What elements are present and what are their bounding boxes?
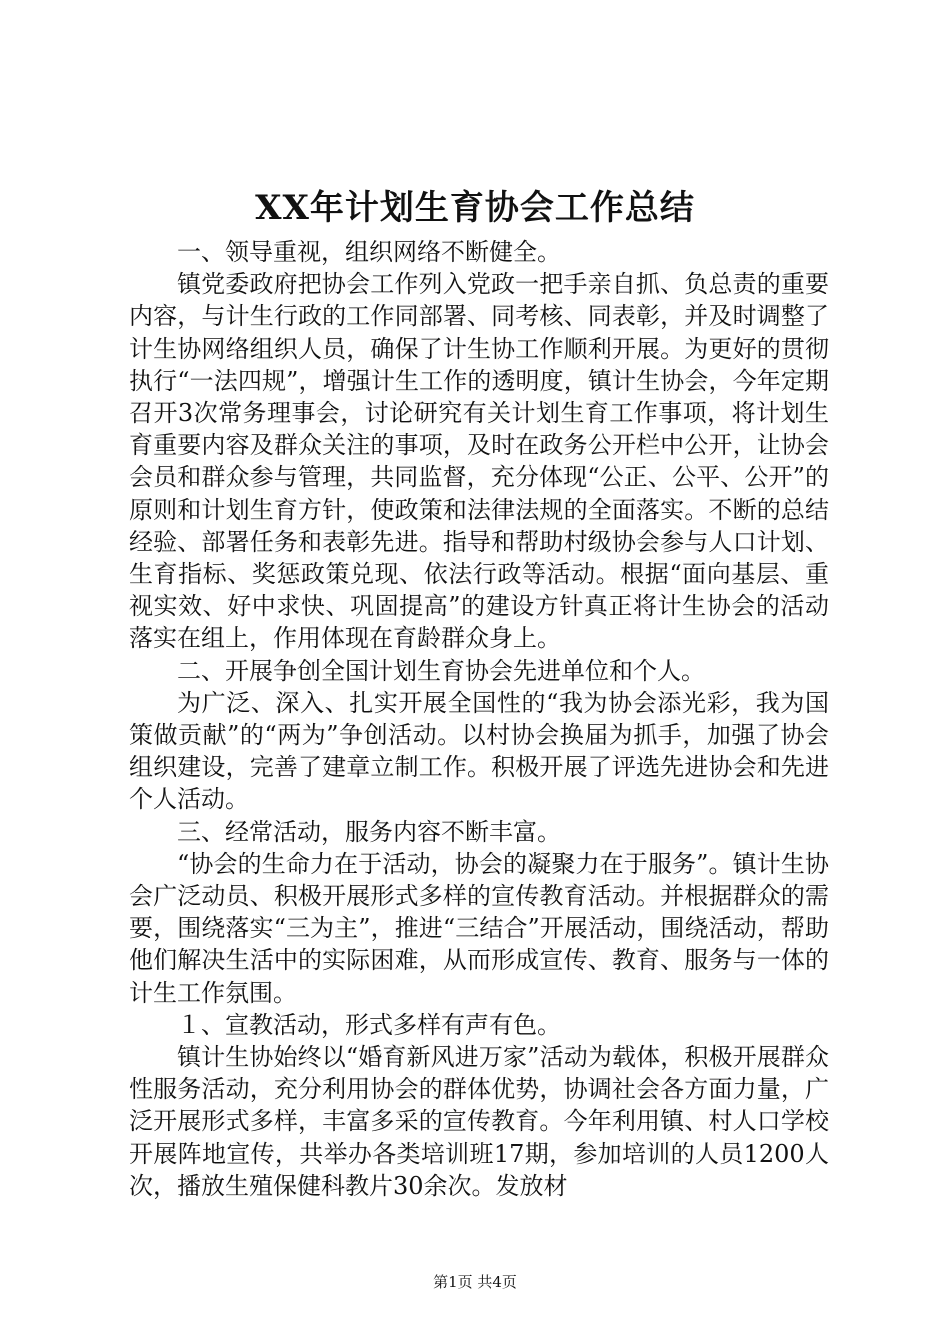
document-body	[129, 236, 829, 1202]
paragraph: 镇计生协始终以“婚育新风进万家”活动为载体，积极开展群众性服务活动，充分利用协会的群体优势，协调社会各方面力量，广泛开展形式多样，丰富多采的宣传教育。今年利用镇、村人口学校开展阵地宣传，共举办各类培训班17期，参加培训的人员1200人次，播放生殖保健科教片30余次。发放材	[129, 1043, 829, 1200]
paragraph: 镇党委政府把协会工作列入党政一把手亲自抓、负总责的重要内容，与计生行政的工作同部署、同考核、同表彰，并及时调整了计生协网络组织人员，确保了计生协工作顺利开展。为更好的贯彻执行“一法四规”，增强计生工作的透明度，镇计生协会，今年定期召开3次常务理事会，讨论研究有关计划生育工作事项，将计划生育重要内容及群众关注的事项，及时在政务公开栏中公开，让协会会员和群众参与管理，共同监督，充分体现“公正、公平、公开”的原则和计划生育方针，使政策和法律法规的全面落实。不断的总结经验、部署任务和表彰先进。指导和帮助村级协会参与人口计划、生育指标、奖惩政策兑现、依法行政等活动。根据“面向基层、重视实效、好中求快、巩固提高”的建设方针真正将计生协会的活动落实在组上，作用体现在育龄群众身上。	[129, 270, 829, 653]
section-heading-1: 一、领导重视，组织网络不断健全。	[177, 238, 561, 266]
paragraph: 为广泛、深入、扎实开展全国性的“我为协会添光彩，我为国策做贡献”的“两为”争创活动。以村协会换届为抓手，加强了协会组织建设，完善了建章立制工作。积极开展了评选先进协会和先进个人活动。	[129, 688, 829, 814]
document-title: XX年计划生育协会工作总结	[255, 188, 695, 228]
paragraph: “协会的生命力在于活动，协会的凝聚力在于服务”。镇计生协会广泛动员、积极开展形式多样的宣传教育活动。并根据群众的需要，围绕落实“三为主”，推进“三结合”开展活动，围绕活动，帮助他们解决生活中的实际困难，从而形成宣传、教育、服务与一体的计生工作氛围。	[129, 849, 829, 1007]
section-heading-2: 二、开展争创全国计划生育协会先进单位和个人。	[177, 656, 705, 685]
page-footer: 第1页 共4页	[433, 1273, 517, 1291]
subsection-heading-1: １、宣教活动，形式多样有声有色。	[177, 1010, 561, 1039]
section-heading-3: 三、经常活动，服务内容不断丰富。	[177, 817, 561, 846]
